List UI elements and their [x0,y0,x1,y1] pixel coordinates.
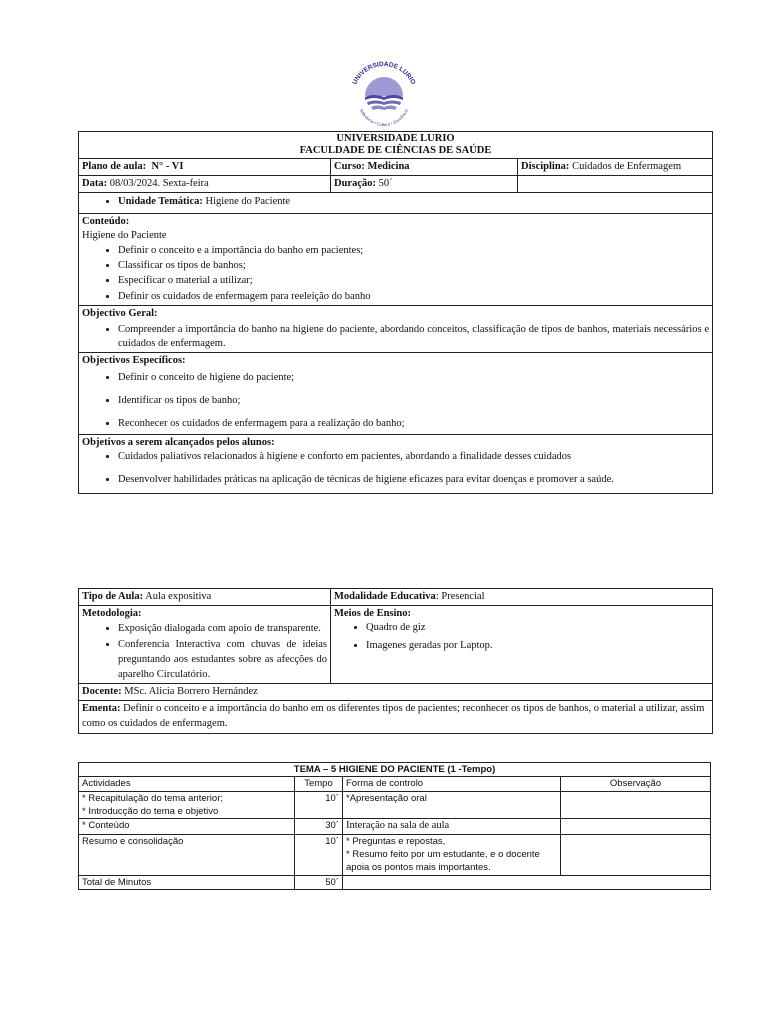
plano-value: N° - VI [151,161,184,173]
header-observacao: Observação [561,777,711,791]
objetivo-aluno-item: • Desenvolver habilidades práticas na aplicação de técnicas de higiene eficazes para evitar doenças e promover a saúde. [118,473,709,487]
docente-label: Docente: [82,686,122,698]
tema-table [78,762,711,890]
data-value: 08/03/2024. Sexta-feira [109,178,209,190]
university-logo [346,60,422,126]
conteudo-item: • Definir o conceito e a importância do banho em pacientes; [118,243,709,258]
meios-item: • Imagenes geradas por Laptop. [366,639,709,653]
modalidade-label: Modalidade Educativa [334,591,436,602]
atividade-text: * Recapitulação do tema anterior; [82,792,223,804]
metodologia-item: • Exposição dialogada com apoio de transparente. [118,621,327,636]
university-name: UNIVERSIDADE LURIO [336,133,455,144]
logo-motto: Sabedoria • Cultura • Excelência [358,108,410,126]
curso-label: Curso: [334,161,365,173]
table-row [79,791,711,819]
objectivo-especifico-item: • Identificar os tipos de banho; [118,394,709,408]
meios-title: Meios de Ensino: [334,608,412,620]
forma-text: *Apresentação oral [343,791,561,819]
docente-value: MSc. Alicia Borrero Hernández [124,686,258,698]
observacao-cell [561,834,711,875]
tipo-aula-value: Aula expositiva [145,591,212,602]
data-label: Data: [82,178,108,190]
header-forma-controlo: Forma de controlo [343,777,561,791]
atividade-text: * Conteúdo [79,819,295,835]
forma-text: apoia os pontos mais importantes. [346,862,491,874]
disciplina-label: Disciplina: [521,161,570,173]
unidade-label: Unidade Temática: [118,196,203,208]
objectivos-especificos-title: Objectivos Específicos: [82,355,186,367]
conteudo-title: Conteúdo: [82,215,130,227]
unidade-value: Higiene do Paciente [205,196,291,208]
ementa-value: Definir o conceito e a importância do banho em os diferentes tipos de pacientes; reconhecer os tipos de banhos, o material a utilizar, assim como os cuidados de enfermagem. [82,703,705,729]
class-info-table [78,588,713,734]
atividade-text: * Introducção do tema e objetivo [82,805,219,817]
forma-text: * Resumo feito por um estudante, e o docente [346,849,540,861]
objectivo-especifico-item: • Definir o conceito de higiene do paciente; [118,371,709,385]
objetivo-aluno-item: • Cuidados paliativos relacionados à higiene e conforto em pacientes, abordando a finalidade desses cuidados [118,450,709,464]
logo-arc-text: UNIVERSIDADE LURIO [351,60,417,86]
conteudo-item: • Especificar o material a utilizar; [118,273,709,288]
forma-text: Interação na sala de aula [343,819,561,835]
forma-text: * Preguntas e repostas, [346,835,446,847]
lesson-plan-table [78,131,713,494]
unidade-tematica [118,195,709,209]
objectivo-geral-item: • Compreender a importância do banho na higiene do paciente, abordando conceitos, classificação de tipos de banhos, materiais necessários e cuidados de enfermagem. [118,323,709,351]
total-value: 50´ [295,875,343,889]
tempo-value: 30´ [295,819,343,835]
ementa-label: Ementa: [82,703,121,715]
conteudo-item: • Classificar os tipos de banhos; [118,258,709,273]
header-actividades: Actividades [79,777,295,791]
plano-label: Plano de aula: [82,161,147,173]
conteudo-item: • Definir os cuidados de enfermagem para reeleição do banho [118,289,709,304]
faculty-name: FACULDADE DE CIÊNCIAS DE SAÚDE [299,145,492,157]
duracao-value: 50´ [378,178,393,190]
objectivo-especifico-item: • Reconhecer os cuidados de enfermagem para a realização do banho; [118,417,709,431]
observacao-cell [561,791,711,819]
atividade-text: Resumo e consolidação [79,834,295,875]
tempo-value: 10´ [295,834,343,875]
metodologia-item: • Conferencia Interactiva com chuvas de ideias preguntando aos estudantes sobre as afecções do aparelho Circulatório. [118,637,327,683]
tema-title: TEMA – 5 HIGIENE DO PACIENTE (1 -Tempo) [293,764,496,775]
meios-item: • Quadro de giz [366,621,709,635]
objetivos-alunos-title: Objetivos a serem alcançados pelos alunos: [82,437,275,449]
table-row-total [79,875,711,889]
metodologia-title: Metodologia: [82,608,142,620]
disciplina-value: Cuidados de Enfermagem [572,161,682,173]
modalidade-value: : Presencial [435,591,485,602]
total-label: Total de Minutos [79,875,295,889]
objectivo-geral-title: Objectivo Geral: [82,307,158,319]
curso-value: Medicina [367,161,410,173]
table-row [79,834,711,875]
duracao-label: Duração: [334,178,376,190]
conteudo-subtitle: Higiene do Paciente [82,229,167,241]
observacao-cell [561,819,711,835]
tempo-value: 10´ [295,791,343,819]
table-row [79,819,711,835]
header-tempo: Tempo [295,777,343,791]
tipo-aula-label: Tipo de Aula: [82,591,144,602]
svg-text:Sabedoria • Cultura • Excelênc [359,107,409,126]
